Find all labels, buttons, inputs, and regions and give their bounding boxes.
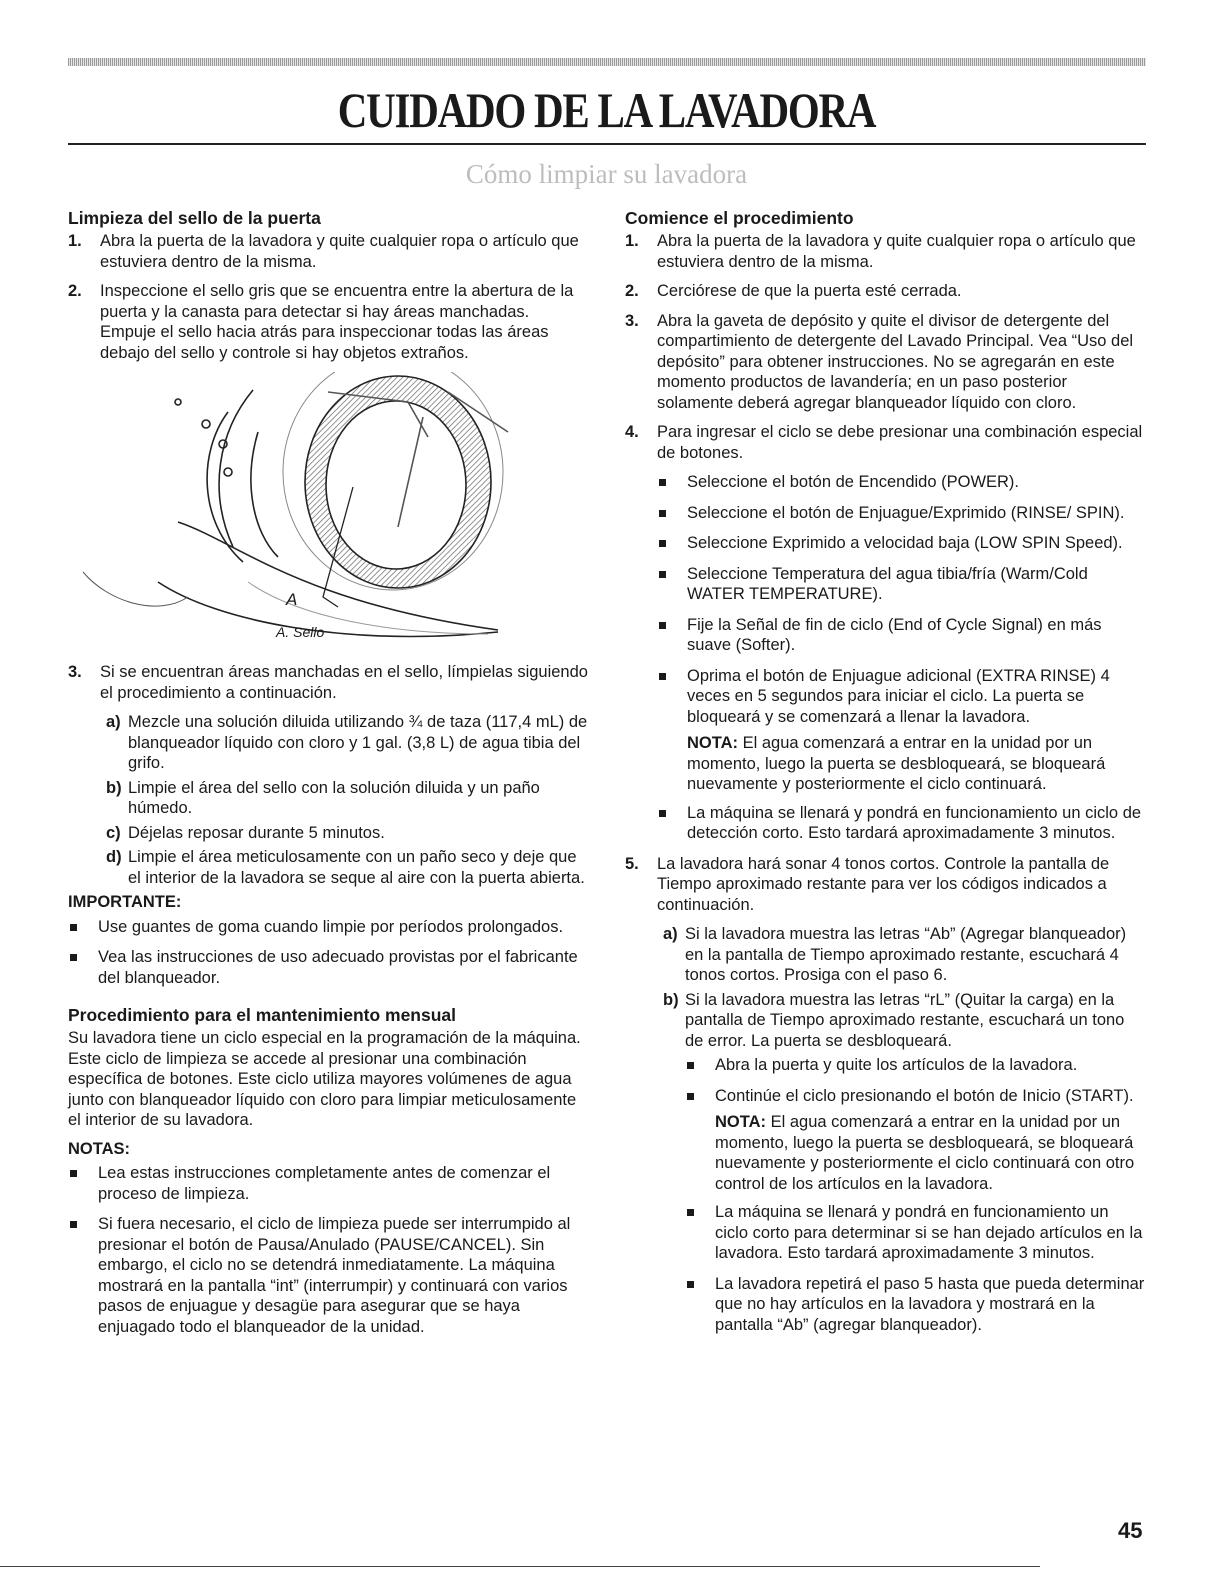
step5b-bullet: Abra la puerta y quite los artículos de la lavadora. [685, 1055, 1146, 1076]
bullet-square-icon [659, 622, 666, 629]
bullet-square-icon [659, 510, 666, 517]
notes-label: NOTAS: [68, 1139, 131, 1158]
title-rule [68, 143, 1146, 145]
note-block: NOTA: El agua comenzará a entrar en la unidad por un momento, luego la puerta se desbloqueará, se bloqueará nuevamente y posteriormente el ciclo continuará con otro control de los artículos en la lavadora. [715, 1113, 1135, 1193]
procedure-step: 1. Abra la puerta de la lavadora y quite cualquier ropa o artículo que estuviera dentro de la misma. [625, 232, 1136, 271]
step5b-bullet: Continúe el ciclo presionando el botón de Inicio (START). [685, 1086, 1146, 1107]
procedure-step: 5. La lavadora hará sonar 4 tonos cortos. Controle la pantalla de Tiempo aproximado restante para ver los códigos indicados a continuación. [625, 854, 1110, 914]
door-seal-heading: Limpieza del sello de la puerta [68, 208, 321, 228]
step4-bullet: Oprima el botón de Enjuague adicional (EXTRA RINSE) 4 veces en 5 segundos para iniciar el ciclo. La puerta se bloqueará y se comenzará a llenar la lavadora. [657, 666, 1146, 728]
procedure-step: 3. Abra la gaveta de depósito y quite el divisor de detergente del compartimiento de detergente del Lavado Principal. Vea “Uso del depósito” para obtener instrucciones. No se agregarán en este momento productos de lavandería; en un paso posterior solamente deberá agregar blanqueador líquido con cloro. [625, 311, 1134, 412]
step5b-bullet: La lavadora repetirá el paso 5 hasta que pueda determinar que no hay artículos en la lavadora y mostrará en la pantalla “Ab” (agregar blanqueador). [685, 1274, 1146, 1336]
step4-bullet: Seleccione Temperatura del agua tibia/fría (Warm/Cold WATER TEMPERATURE). [657, 564, 1146, 605]
procedure-step: 2. Cerciórese de que la puerta esté cerrada. [625, 282, 962, 300]
step4-bullet: Seleccione el botón de Enjuague/Exprimido (RINSE/ SPIN). [657, 503, 1146, 524]
page-number: 45 [1118, 1518, 1143, 1543]
bullet-square-icon [70, 1221, 77, 1228]
left-column [68, 207, 588, 1347]
bullet-square-icon [70, 924, 77, 931]
bullet-square-icon [659, 810, 666, 817]
substep: a) Si la lavadora muestra las letras “Ab” (Agregar blanqueador) en la pantalla de Tiempo aproximado restante, escuchará 4 tonos cortos. Prosiga con el paso 6. [663, 925, 1127, 984]
bullet-square-icon [687, 1209, 694, 1216]
figure-label: A [286, 590, 298, 609]
notes-bullet: Lea estas instrucciones completamente antes de comenzar el proceso de limpieza. [68, 1163, 588, 1204]
section-subtitle: Cómo limpiar su lavadora [465, 159, 748, 189]
substep: b) Si la lavadora muestra las letras “rL” (Quitar la carga) en la pantalla de Tiempo aproximado restante, escuchará un tono de error. La puerta se desbloqueará. [663, 990, 1125, 1050]
bullet-square-icon [687, 1093, 694, 1100]
header-band [68, 58, 1146, 66]
bullet-square-icon [659, 540, 666, 547]
bullet-square-icon [70, 954, 77, 961]
monthly-paragraph: Su lavadora tiene un ciclo especial en la programación de la máquina. Este ciclo de limpieza se accede al presionar una combinación específica de botones. Este ciclo utiliza mayores volúmenes de agua junto con blanqueador líquido con cloro para limpiar meticulosamente el interior de su lavadora. [68, 1029, 581, 1129]
seal-step: 3. Si se encuentran áreas manchadas en el sello, límpielas siguiendo el procedimiento a continuación. [68, 663, 588, 702]
bullet-square-icon [70, 1170, 77, 1177]
figure-caption: A. Sello [276, 624, 325, 640]
substep: c) Déjelas reposar durante 5 minutos. [106, 823, 385, 842]
seal-step: 1. Abra la puerta de la lavadora y quite cualquier ropa o artículo que estuviera dentro de la misma. [68, 232, 579, 271]
monthly-heading: Procedimiento para el mantenimiento mensual [68, 1005, 457, 1025]
bullet-square-icon [687, 1062, 694, 1069]
important-label: IMPORTANTE: [68, 893, 182, 911]
right-column [625, 207, 1146, 1345]
bullet-square-icon [659, 673, 666, 680]
bullet-square-icon [687, 1281, 694, 1288]
procedure-step: 4. Para ingresar el ciclo se debe presionar una combinación especial de botones. [625, 423, 1143, 462]
bullet-square-icon [659, 479, 666, 486]
substep: b) Limpie el área del sello con la solución diluida y un paño húmedo. [106, 778, 540, 817]
notes-bullet: Si fuera necesario, el ciclo de limpieza puede ser interrumpido al presionar el botón de Pausa/Anulado (PAUSE/CANCEL). Sin embargo, el ciclo no se detendrá inmediatamente. La máquina mostrará en la pantalla “int” (interrumpir) y continuará con varios pasos de enjuague y desagüe para asegurar que se haya enjuagado todo el blanqueador de la unidad. [68, 1214, 588, 1337]
bullet-square-icon [659, 571, 666, 578]
substep: d) Limpie el área meticulosamente con un paño seco y deje que el interior de la lavadora se seque al aire con la puerta abierta. [106, 848, 585, 887]
important-bullet: Vea las instrucciones de uso adecuado provistas por el fabricante del blanqueador. [68, 947, 588, 988]
step4-bullet: Fije la Señal de fin de ciclo (End of Cycle Signal) en más suave (Softer). [657, 615, 1146, 656]
bottom-rule [0, 1566, 1040, 1567]
important-bullet: Use guantes de goma cuando limpie por períodos prolongados. [68, 917, 588, 938]
start-heading: Comience el procedimiento [625, 208, 854, 228]
step4-bullet: Seleccione el botón de Encendido (POWER). [657, 472, 1146, 493]
door-seal-figure [68, 372, 588, 650]
step5b-bullet: La máquina se llenará y pondrá en funcionamiento un ciclo corto para determinar si se han dejado artículos en la lavadora. Esto tardará aproximadamente 3 minutos. [685, 1202, 1146, 1264]
seal-step: 2. Inspeccione el sello gris que se encuentra entre la abertura de la puerta y la canasta para detectar si hay áreas manchadas. Empuje el sello hacia atrás para inspeccionar todas las áreas debajo del sello y controle si hay objetos extraños. [68, 282, 574, 362]
page-title: CUIDADO DE LA LAVADORA [337, 82, 876, 138]
substep: a) Mezcle una solución diluida utilizando ¾ de taza (117,4 mL) de blanqueador líquido con cloro y 1 gal. (3,8 L) de agua tibia del grifo. [106, 713, 588, 772]
step4-bullet: Seleccione Exprimido a velocidad baja (LOW SPIN Speed). [657, 533, 1146, 554]
note-block: NOTA: El agua comenzará a entrar en la unidad por un momento, luego la puerta se desbloqueará, se bloqueará nuevamente y posteriormente el ciclo continuará. [687, 734, 1106, 793]
step4-bullet: La máquina se llenará y pondrá en funcionamiento un ciclo de detección corto. Esto tardará aproximadamente 3 minutos. [657, 803, 1146, 844]
door-seal-illustration [68, 372, 588, 650]
